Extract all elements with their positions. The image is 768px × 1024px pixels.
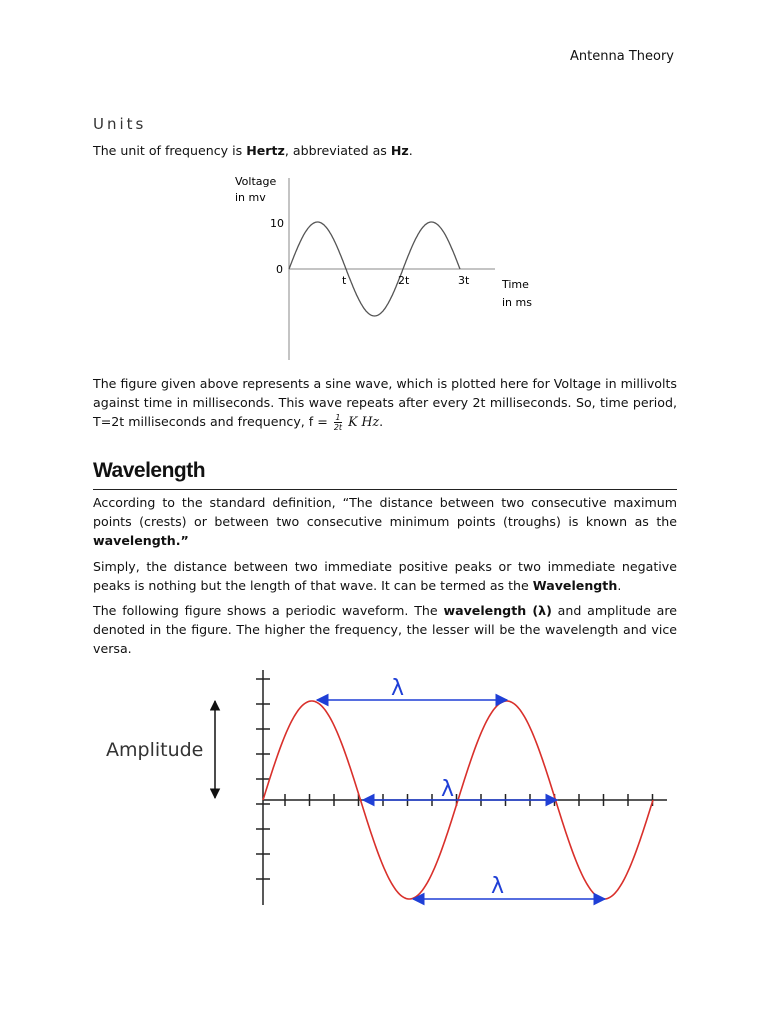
lambda-label-troughs: λ bbox=[491, 874, 505, 899]
wavelength-heading: Wavelength bbox=[93, 459, 677, 490]
waveform-figure-intro bbox=[93, 601, 677, 658]
x-tick-3t: 3t bbox=[458, 274, 470, 287]
definition-term: wavelength.” bbox=[93, 533, 189, 548]
hz-term: Hz bbox=[390, 143, 409, 158]
fraction-denominator: 2t bbox=[333, 423, 343, 432]
hertz-term: Hertz bbox=[246, 143, 285, 158]
wavelength-term: Wavelength bbox=[532, 578, 618, 593]
fraction-numerator: 1 bbox=[335, 413, 341, 422]
y-tick-10: 10 bbox=[270, 217, 284, 230]
x-tick-t: t bbox=[342, 274, 347, 287]
x-tick-2t: 2t bbox=[398, 274, 410, 287]
page-header-title: Antenna Theory bbox=[570, 49, 674, 64]
explanation-text: Simply, the distance between two immediate positive peaks or two immediate negative peaks is nothing but the length of that wave. It can be termed as the bbox=[93, 559, 677, 593]
units-text: The unit of frequency is bbox=[93, 143, 247, 158]
description-end: . bbox=[379, 414, 384, 429]
wavelength-simple-explanation bbox=[93, 557, 677, 595]
definition-text: According to the standard definition, “The distance between two consecutive maximum points (crests) or between two consecutive minimum points (troughs) is known as the bbox=[93, 495, 677, 529]
lambda-term: wavelength (λ) bbox=[443, 603, 552, 618]
intro-text-end: and amplitude are denoted in the figure. The higher the frequency, the lesser will be the wavelength and vice versa. bbox=[93, 603, 677, 656]
sine-wave-figure bbox=[230, 170, 550, 370]
description-text: The figure given above represents a sine wave, which is plotted here for Voltage in millivolts against time in milliseconds. This wave repeats after every 2t milliseconds. So, time period, T=2t milliseconds and frequency, f = bbox=[93, 376, 677, 429]
x-axis-label-line1: Time bbox=[502, 278, 529, 291]
amplitude-label: Amplitude bbox=[106, 739, 204, 761]
wavelength-definition bbox=[93, 493, 677, 550]
units-text-end: . bbox=[408, 143, 413, 158]
y-tick-0: 0 bbox=[276, 263, 283, 276]
x-axis-label-line2: in ms bbox=[502, 296, 532, 309]
units-heading: Units bbox=[93, 115, 147, 133]
lambda-label-crests: λ bbox=[391, 676, 405, 701]
intro-text: The following figure shows a periodic waveform. The bbox=[93, 603, 444, 618]
explanation-end: . bbox=[617, 578, 622, 593]
wavelength-figure bbox=[95, 665, 685, 915]
sine-wave-description bbox=[93, 374, 677, 432]
y-axis-label-line2: in mv bbox=[235, 191, 266, 204]
lambda-label-axis: λ bbox=[441, 777, 455, 802]
units-text-mid: , abbreviated as bbox=[284, 143, 391, 158]
frequency-fraction bbox=[334, 413, 342, 432]
units-paragraph bbox=[93, 141, 677, 160]
frequency-unit: K Hz bbox=[348, 414, 380, 429]
y-axis-label-line1: Voltage bbox=[235, 175, 277, 188]
